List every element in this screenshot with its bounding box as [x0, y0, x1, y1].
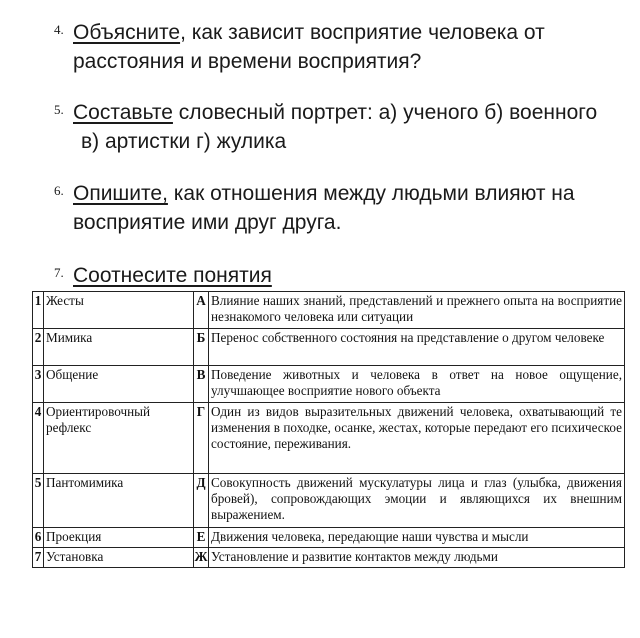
question-6 — [54, 179, 640, 237]
table-row — [33, 292, 625, 329]
matching-table — [32, 291, 625, 568]
table-row — [33, 366, 625, 403]
definition-cell: Совокупность движений мускулатуры лица и глаз (улыбка, движения бровей), сопровождающих эмоции и являющихся их внешним выражением. — [209, 474, 625, 528]
letter-cell: Ж — [194, 548, 209, 568]
question-line — [54, 98, 640, 127]
term-cell: Ориентировочный рефлекс — [44, 403, 194, 474]
definition-cell: Перенос собственного состояния на представление о другом человеке — [209, 329, 625, 366]
letter-cell: В — [194, 366, 209, 403]
question-number: 5. — [54, 102, 64, 117]
question-verb: Составьте — [73, 101, 173, 124]
question-line — [54, 261, 640, 290]
table-row — [33, 528, 625, 548]
question-number: 7. — [54, 265, 64, 280]
question-verb: Объясните — [73, 21, 181, 44]
question-text: , как зависит восприятие человека от — [180, 21, 545, 44]
question-line: в) артистки г) жулика — [81, 130, 287, 153]
definition-cell: Установление и развитие контактов между людьми — [209, 548, 625, 568]
letter-cell: Г — [194, 403, 209, 474]
definition-cell: Поведение животных и человека в ответ на новое ощущение, улучшающее восприятие нового объекта — [209, 366, 625, 403]
row-number: 1 — [33, 292, 44, 329]
question-number: 6. — [54, 183, 64, 198]
row-number: 7 — [33, 548, 44, 568]
definition-cell: Один из видов выразительных движений человека, охватывающий те изменения в походке, осанке, жестах, которые передают его психическое состояние, переживания. — [209, 403, 625, 474]
letter-cell: Е — [194, 528, 209, 548]
definition-cell: Движения человека, передающие наши чувства и мысли — [209, 528, 625, 548]
question-line: расстояния и времени восприятия? — [73, 50, 422, 73]
row-number: 3 — [33, 366, 44, 403]
question-line — [54, 18, 640, 47]
letter-cell: А — [194, 292, 209, 329]
table-row — [33, 403, 625, 474]
row-number: 6 — [33, 528, 44, 548]
term-cell: Общение — [44, 366, 194, 403]
question-verb: Соотнесите понятия — [73, 264, 272, 287]
question-line: восприятие ими друг друга. — [73, 211, 342, 234]
letter-cell: Б — [194, 329, 209, 366]
question-number: 4. — [54, 22, 64, 37]
term-cell: Установка — [44, 548, 194, 568]
term-cell: Пантомимика — [44, 474, 194, 528]
question-line — [54, 179, 640, 208]
definition-cell: Влияние наших знаний, представлений и прежнего опыта на восприятие незнакомого человека или ситуации — [209, 292, 625, 329]
question-5 — [54, 98, 640, 156]
row-number: 2 — [33, 329, 44, 366]
table-row — [33, 548, 625, 568]
table-row — [33, 474, 625, 528]
question-verb: Опишите, — [73, 182, 168, 205]
question-7 — [54, 261, 640, 290]
row-number: 5 — [33, 474, 44, 528]
question-text: как отношения между людьми влияют на — [167, 182, 575, 205]
letter-cell: Д — [194, 474, 209, 528]
question-text: словесный портрет: а) ученого б) военного — [172, 101, 598, 124]
table-row — [33, 329, 625, 366]
term-cell: Жесты — [44, 292, 194, 329]
term-cell: Проекция — [44, 528, 194, 548]
question-4 — [54, 18, 640, 76]
row-number: 4 — [33, 403, 44, 474]
term-cell: Мимика — [44, 329, 194, 366]
